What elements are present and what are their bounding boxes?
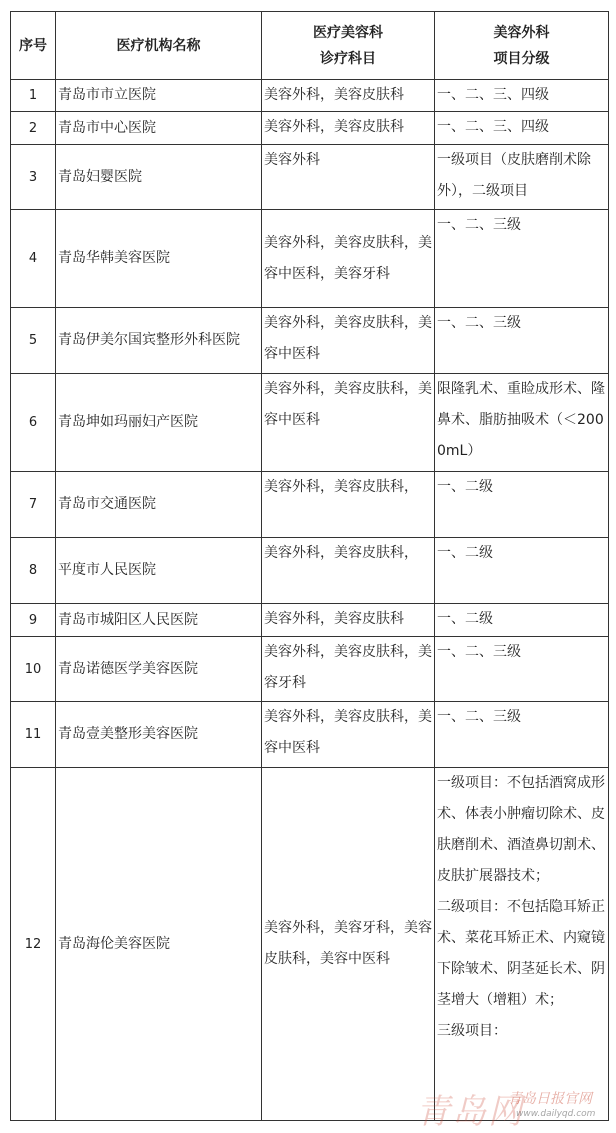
hospital-name: 青岛市市立医院 (56, 80, 262, 112)
table-row (11, 538, 609, 604)
table-row (11, 702, 609, 768)
hospital-table (10, 11, 609, 1121)
table-row (11, 112, 609, 145)
header-name: 医疗机构名称 (56, 12, 262, 80)
department-list: 美容外科，美容皮肤科，美容牙科 (262, 637, 435, 702)
table-row (11, 637, 609, 702)
hospital-name: 青岛伊美尔国宾整形外科医院 (56, 308, 262, 374)
watermark-url: www.dailyqd.com (516, 1109, 596, 1119)
header-level: 美容外科 项目分级 (435, 12, 609, 80)
surgery-level: 一、二、三级 (435, 308, 609, 374)
row-number: 6 (11, 374, 56, 472)
row-number: 10 (11, 637, 56, 702)
hospital-name: 青岛壹美整形美容医院 (56, 702, 262, 768)
table-row (11, 604, 609, 637)
header-no: 序号 (11, 12, 56, 80)
surgery-level: 一级项目：不包括酒窝成形术、体表小肿瘤切除术、皮肤磨削术、酒渣鼻切割术、皮肤扩展器技术； 二级项目：不包括隐耳矫正术、菜花耳矫正术、内窥镜下除皱术、阴茎延长术、阴茎增大（增粗）术； 三级项目： (435, 768, 609, 1121)
watermark-brand: 青岛日报官网 (508, 1091, 592, 1107)
hospital-name: 平度市人民医院 (56, 538, 262, 604)
row-number: 3 (11, 145, 56, 210)
hospital-name: 青岛妇婴医院 (56, 145, 262, 210)
surgery-level: 一、二、三级 (435, 702, 609, 768)
header-dept: 医疗美容科 诊疗科目 (262, 12, 435, 80)
table-row (11, 145, 609, 210)
hospital-name: 青岛市交通医院 (56, 472, 262, 538)
row-number: 2 (11, 112, 56, 145)
row-number: 12 (11, 768, 56, 1121)
department-list: 美容外科，美容皮肤科，美容中医科 (262, 374, 435, 472)
row-number: 11 (11, 702, 56, 768)
row-number: 8 (11, 538, 56, 604)
hospital-name: 青岛坤如玛丽妇产医院 (56, 374, 262, 472)
row-number: 9 (11, 604, 56, 637)
surgery-level: 限隆乳术、重睑成形术、隆鼻术、脂肪抽吸术（＜2000mL） (435, 374, 609, 472)
surgery-level: 一、二级 (435, 604, 609, 637)
department-list: 美容外科，美容皮肤科 (262, 80, 435, 112)
row-number: 1 (11, 80, 56, 112)
table-row (11, 308, 609, 374)
department-list: 美容外科 (262, 145, 435, 210)
surgery-level: 一、二、三级 (435, 210, 609, 308)
row-number: 5 (11, 308, 56, 374)
department-list: 美容外科，美容皮肤科 (262, 604, 435, 637)
surgery-level: 一、二、三级 (435, 637, 609, 702)
surgery-level: 一、二、三、四级 (435, 80, 609, 112)
row-number: 4 (11, 210, 56, 308)
department-list: 美容外科，美容皮肤科， (262, 472, 435, 538)
watermark-logo: 青岛网 (416, 1092, 524, 1132)
surgery-level: 一、二级 (435, 472, 609, 538)
surgery-level: 一、二级 (435, 538, 609, 604)
department-list: 美容外科，美容皮肤科， (262, 538, 435, 604)
table-row (11, 768, 609, 1121)
hospital-name: 青岛诺德医学美容医院 (56, 637, 262, 702)
table-row (11, 80, 609, 112)
surgery-level: 一、二、三、四级 (435, 112, 609, 145)
hospital-name: 青岛市中心医院 (56, 112, 262, 145)
hospital-name: 青岛市城阳区人民医院 (56, 604, 262, 637)
table-row (11, 374, 609, 472)
department-list: 美容外科，美容皮肤科，美容中医科，美容牙科 (262, 210, 435, 308)
table-row (11, 210, 609, 308)
row-number: 7 (11, 472, 56, 538)
hospital-name: 青岛海伦美容医院 (56, 768, 262, 1121)
department-list: 美容外科，美容皮肤科 (262, 112, 435, 145)
table-row (11, 472, 609, 538)
header-row (11, 12, 609, 80)
department-list: 美容外科，美容皮肤科，美容中医科 (262, 308, 435, 374)
surgery-level: 一级项目（皮肤磨削术除外），二级项目 (435, 145, 609, 210)
department-list: 美容外科，美容牙科，美容皮肤科，美容中医科 (262, 768, 435, 1121)
hospital-name: 青岛华韩美容医院 (56, 210, 262, 308)
department-list: 美容外科，美容皮肤科，美容中医科 (262, 702, 435, 768)
